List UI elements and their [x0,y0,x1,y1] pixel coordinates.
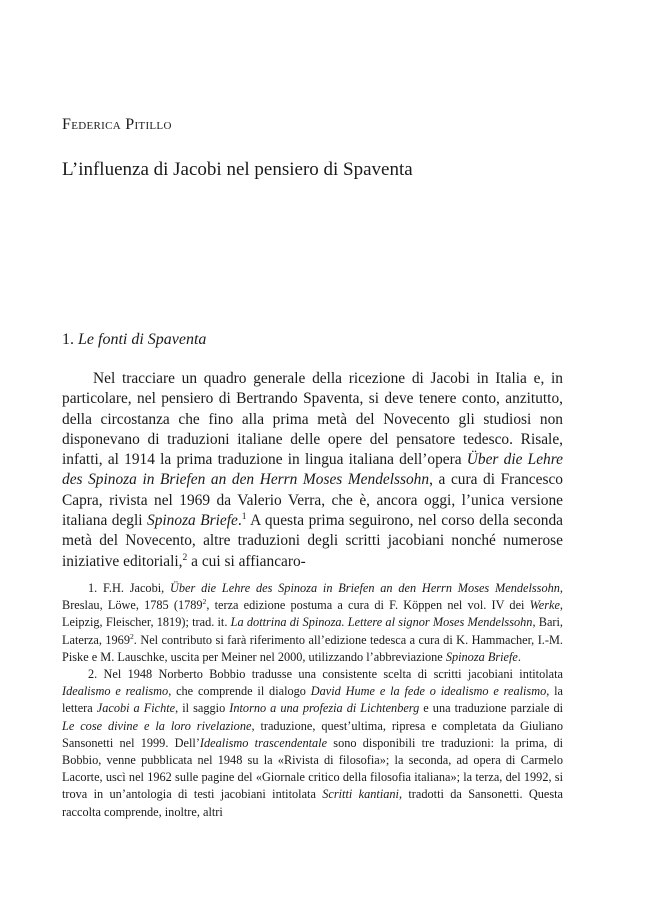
text-run: a cui si affiancaro- [187,552,306,570]
italic-title: Le cose divine e la loro rivelazione [62,718,252,733]
text-run: , Breslau, Löwe, 1785 (1789 [62,581,563,613]
edition-sup: 2 [129,631,134,641]
text-run: , terza edizione postuma a cura di F. Köppen nel vol. IV dei [206,598,530,613]
text-run: 2. Nel 1948 Norberto Bobbio tradusse una consistente scelta di scritti jacobiani intitolata [88,667,563,682]
text-run: , la lettera [62,684,564,716]
author-name: Federica Pitillo [62,116,172,133]
text-run: , Leipzig, Fleischer, 1819); trad. it. [62,598,563,630]
text-run: , che comprende il dialogo [168,684,311,699]
section-number: 1. [62,331,74,348]
footnote-ref-2[interactable]: 2 [182,551,188,563]
text-run: . [517,649,521,664]
text-run: , traduzione, quest’ultima, ripresa e completata da Giuliano Sansonetti nel 1999. Dell’ [62,718,564,750]
italic-title: Jacobi a Fichte [96,701,176,716]
italic-title: Idealismo trascendentale [199,735,328,750]
italic-title: Scritti kantiani [322,787,399,802]
italic-title: Über die Lehre des Spinoza in Briefen an den Herrn Moses Mendelssohn [170,581,560,595]
edition-sup: 2 [202,597,207,607]
footnote-ref-1[interactable]: 1 [241,510,247,522]
text-run: , a cura di Francesco Capra, rivista nel 1969 da Valerio Verra, che è, ancora oggi, l’unica versione italiana degli [62,471,563,530]
article-title: L’influenza di Jacobi nel pensiero di Spaventa [62,159,413,180]
italic-title: Spinoza Briefe [445,649,518,664]
text-run: 1. F.H. Jacobi, [88,581,171,595]
text-run: . [237,512,242,530]
text-run: e una traduzione parziale di [419,701,564,716]
italic-title: Spinoza Briefe [147,512,238,530]
italic-title: Intorno a una profezia di Lichtenberg [229,701,420,716]
italic-title: Idealismo e realismo [62,684,169,699]
section-title: Le fonti di Spaventa [78,331,207,348]
footnotes [62,580,563,821]
text-run: , il saggio [175,701,230,716]
italic-title: Über die Lehre des Spinoza in Briefen an den Herrn Moses Mendelssohn [62,451,563,489]
text-run: , tradotti da Sansonetti. Questa raccolta comprende, inoltre, altri [62,787,564,819]
text-run: A questa prima seguirono, nel corso della seconda metà del Novecento, altre traduzioni degli scritti jacobiani nonché numerose iniziative editoriali, [62,512,564,570]
text-run: sono disponibili tre traduzioni: la prima, di Bobbio, venne pubblicata nel 1948 su la «Rivista di filosofia»; la seconda, ad opera di Carmelo Lacorte, uscì nel 1962 sulle pagine del «Giornale critico della filosofia italiana»; la terza, del 1992, si trova in un’antologia di testi jacobiani intitolata [62,735,564,802]
footnote-2 [62,666,563,821]
body-text [62,369,563,572]
italic-title: David Hume e la fede o idealismo e realismo [310,684,547,699]
footnote-1 [62,580,563,666]
text-run: , Bari, Laterza, 1969 [62,615,563,647]
italic-title: La dottrina di Spinoza. Lettere al signor Moses Mendelssohn [230,615,533,630]
italic-title: Werke [529,598,560,613]
text-run: Nel tracciare un quadro generale della ricezione di Jacobi in Italia e, in particolare, nel pensiero di Bertrando Spaventa, si deve tenere conto, anzitutto, della circostanza che fino alla prima metà del Novecento gli studiosi non disponevano di traduzioni italiane delle opere del pensatore tedesco. Risale, infatti, al 1914 la prima traduzione in lingua italiana dell’opera [62,370,563,469]
section-heading [62,331,206,349]
body-paragraph [62,369,563,572]
text-run: . Nel contributo si farà riferimento all’edizione tedesca a cura di K. Hammacher, I.-M. Piske e M. Lauschke, uscita per Meiner nel 2000, utilizzando l’abbreviazione [62,632,563,664]
